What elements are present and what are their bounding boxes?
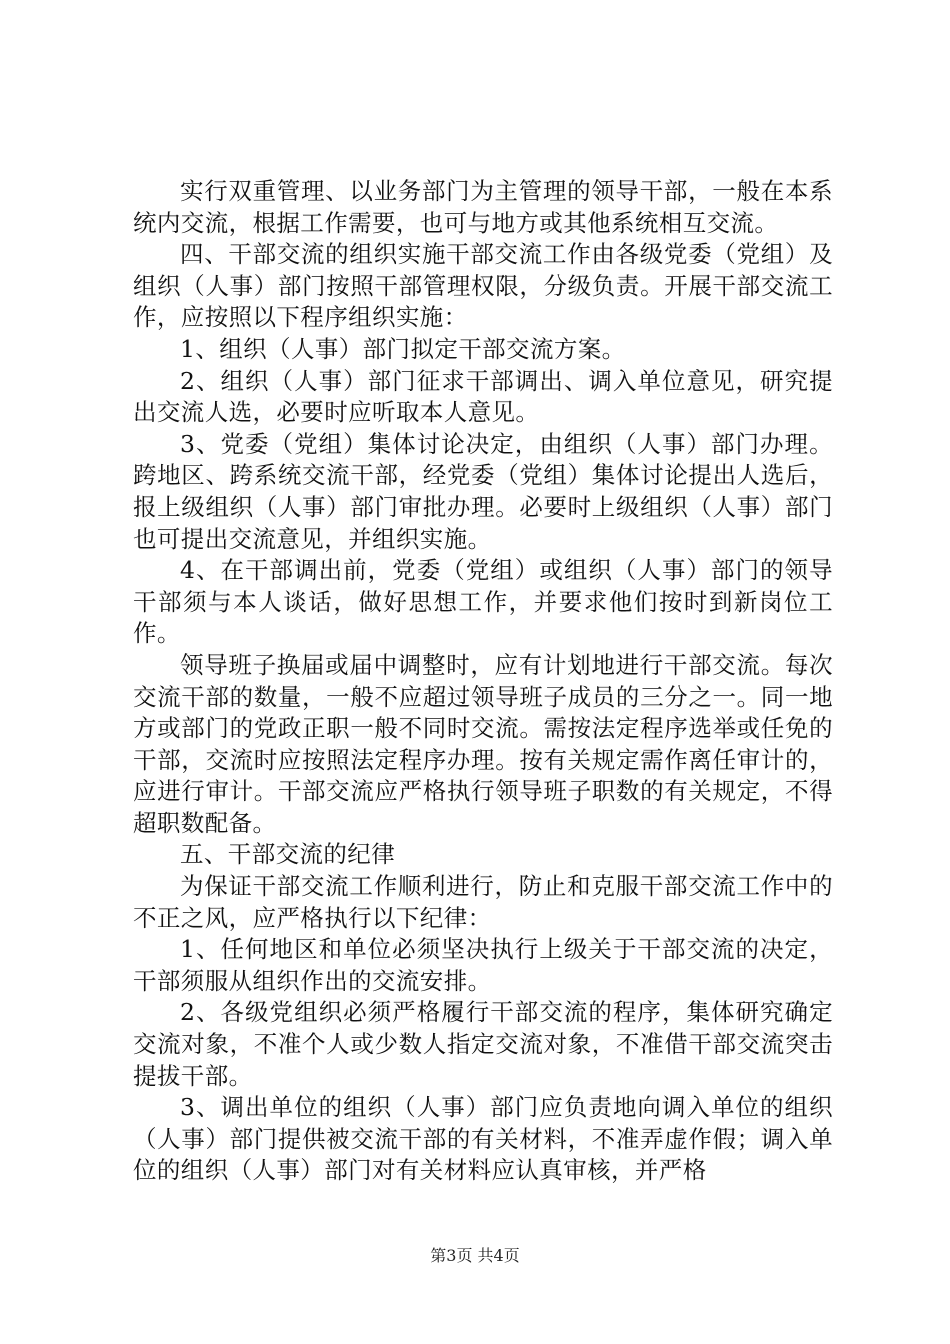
paragraph: 四、干部交流的组织实施干部交流工作由各级党委（党组）及组织（人事）部门按照干部管理权限，分级负责。开展干部交流工作，应按照以下程序组织实施： [133,240,833,332]
paragraph: 4、在干部调出前，党委（党组）或组织（人事）部门的领导干部须与本人谈话，做好思想工作，并要求他们按时到新岗位工作。 [133,556,833,648]
paragraph: 实行双重管理、以业务部门为主管理的领导干部，一般在本系统内交流，根据工作需要，也可与地方或其他系统相互交流。 [133,177,833,237]
paragraph: 3、党委（党组）集体讨论决定，由组织（人事）部门办理。跨地区、跨系统交流干部，经党委（党组）集体讨论提出人选后，报上级组织（人事）部门审批办理。必要时上级组织（人事）部门也可提出交流意见，并组织实施。 [133,429,833,553]
page-number-footer: 第3页 共4页 [430,1246,520,1265]
paragraph: 2、各级党组织必须严格履行干部交流的程序，集体研究确定交流对象，不准个人或少数人指定交流对象，不准借干部交流突击提拔干部。 [133,998,833,1090]
paragraph: 领导班子换届或届中调整时，应有计划地进行干部交流。每次交流干部的数量，一般不应超过领导班子成员的三分之一。同一地方或部门的党政正职一般不同时交流。需按法定程序选举或任免的干部，交流时应按照法定程序办理。按有关规定需作离任审计的，应进行审计。干部交流应严格执行领导班子职数的有关规定，不得超职数配备。 [133,650,833,837]
paragraph: 3、调出单位的组织（人事）部门应负责地向调入单位的组织（人事）部门提供被交流干部的有关材料，不准弄虚作假；调入单位的组织（人事）部门对有关材料应认真审核，并严格 [133,1093,833,1185]
paragraph: 1、任何地区和单位必须坚决执行上级关于干部交流的决定，干部须服从组织作出的交流安排。 [133,935,833,995]
paragraph: 为保证干部交流工作顺利进行，防止和克服干部交流工作中的不正之风，应严格执行以下纪律： [133,872,833,932]
section-heading: 五、干部交流的纪律 [180,840,396,869]
document-body [133,176,833,1187]
paragraph: 2、组织（人事）部门征求干部调出、调入单位意见，研究提出交流人选，必要时应听取本人意见。 [133,366,833,427]
paragraph: 1、组织（人事）部门拟定干部交流方案。 [180,334,626,363]
